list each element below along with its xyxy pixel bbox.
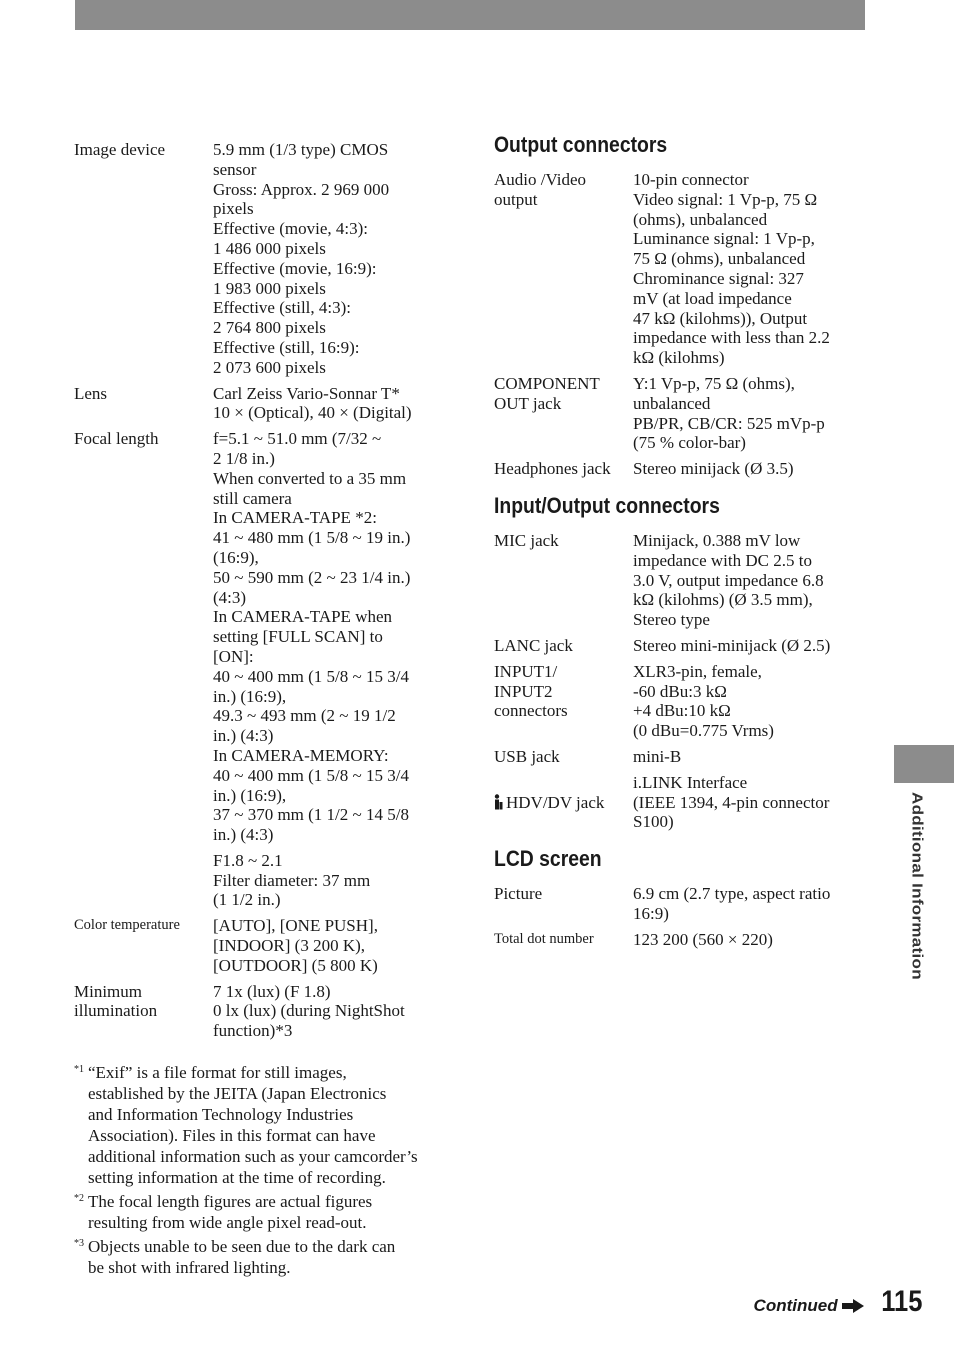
section-heading: Input/Output connectors: [494, 492, 720, 518]
page-footer: [753, 1285, 922, 1318]
spec-value: 123 200 (560 × 220): [633, 929, 773, 949]
spec-value: Stereo mini-minijack (Ø 2.5): [633, 635, 831, 655]
spec-value: Stereo minijack (Ø 3.5): [633, 459, 794, 479]
spec-label: MIC jack: [494, 530, 559, 550]
spec-label: Lens: [74, 383, 108, 403]
spec-value: 7 1x (lux) (F 1.8) 0 lx (lux) (during NightShot function)*3: [213, 981, 405, 1041]
footnote-mark: *1: [74, 1064, 84, 1075]
spec-value: XLR3-pin, female, -60 dBu:3 kΩ +4 dBu:10 kΩ (0 dBu=0.775 Vrms): [633, 661, 774, 741]
footnotes: [74, 1062, 449, 1281]
spec-picture: [494, 884, 854, 924]
spec-label: Color temperature: [74, 917, 180, 934]
continued-label: Continued: [753, 1296, 838, 1315]
spec-headphones-jack: [494, 459, 854, 479]
ilink-icon: [494, 794, 504, 810]
spec-label: Image device: [74, 140, 166, 159]
footnote-mark: *3: [74, 1238, 84, 1249]
footnote-text: “Exif” is a file format for still images, established by the JEITA (Japan Electronics and Information Technology Industries Association). Files in this format can have additional information such as your camcorder’s setting information at the time of recording.: [88, 1063, 418, 1187]
spec-usb-jack: [494, 747, 854, 767]
spec-value: f=5.1 ~ 51.0 mm (7/32 ~ 2 1/8 in.) When converted to a 35 mm still camera In CAMERA-TAPE *2: 41 ~ 480 mm (1 5/8 ~ 19 in.) (16:9), 50 ~ 590 mm (2 ~ 23 1/4 in.) (4:3) In CAMERA-TAPE when setting [FULL SCAN] to [ON]: 40 ~ 400 mm (1 5/8 ~ 15 3/4 in.) (16:9), 49.3 ~ 493 mm (2 ~ 19 1/2 in.) (4:3) In CAMERA-MEMORY: 40 ~ 400 mm (1 5/8 ~ 15 3/4 in.) (16:9), 37 ~ 370 mm (1 1/2 ~ 14 5/8 in.) (4:3): [213, 429, 411, 845]
footnote: [74, 1236, 449, 1278]
spec-value: [AUTO], [ONE PUSH], [INDOOR] (3 200 K), [OUTDOOR] (5 800 K): [213, 916, 378, 975]
spec-value: 10-pin connector Video signal: 1 Vp-p, 75 Ω (ohms), unbalanced Luminance signal: 1 Vp-p, 75 Ω (ohms), unbalanced Chrominance signal: 327 mV (at load impedance 47 kΩ (kilohms)), Output impedance with less than 2.2 kΩ (kilohms): [633, 170, 830, 368]
page-number: 115: [880, 1285, 922, 1318]
spec-minimum-illumination: [74, 982, 449, 1041]
spec-aperture: [74, 851, 449, 910]
spec-value: Y:1 Vp-p, 75 Ω (ohms), unbalanced PB/PR, CB/CR: 525 mVp-p (75 % color-bar): [633, 373, 825, 453]
header-bar: [75, 0, 865, 30]
section-heading: LCD screen: [494, 846, 602, 872]
io-connectors-section: [494, 493, 854, 832]
spec-value: i.LINK Interface (IEEE 1394, 4-pin connector S100): [633, 772, 830, 832]
section-tab: [894, 745, 954, 783]
left-spec-column: [74, 140, 449, 1047]
spec-value: Minijack, 0.388 mV low impedance with DC 2.5 to 3.0 V, output impedance 6.8 kΩ (kilohms) (Ø 3.5 mm), Stereo type: [633, 530, 824, 630]
spec-input-connectors: [494, 662, 854, 741]
spec-image-device: [74, 140, 449, 378]
footnote-text: The focal length figures are actual figures resulting from wide angle pixel read-out.: [88, 1192, 373, 1232]
spec-value: Carl Zeiss Vario-Sonnar T* 10 × (Optical), 40 × (Digital): [213, 383, 412, 423]
section-tab-label: Additional Information: [908, 792, 925, 980]
spec-mic-jack: [494, 531, 854, 630]
continued-indicator: [754, 1296, 864, 1316]
footnote: [74, 1062, 449, 1188]
spec-value: F1.8 ~ 2.1 Filter diameter: 37 mm (1 1/2 in.): [213, 850, 371, 910]
output-connectors-section: [494, 132, 854, 479]
spec-label: COMPONENT OUT jack: [494, 373, 600, 413]
section-heading: Output connectors: [494, 132, 668, 157]
spec-label: Focal length: [74, 429, 159, 449]
spec-value: mini-B: [633, 746, 682, 766]
spec-label: HDV/DV jack: [506, 792, 605, 812]
footnote-mark: *2: [74, 1193, 84, 1204]
spec-label-with-icon: [494, 773, 633, 832]
arrow-right-icon: [842, 1299, 864, 1313]
spec-value: 5.9 mm (1/3 type) CMOS sensor Gross: Approx. 2 969 000 pixels Effective (movie, 4:3): 1 486 000 pixels Effective (movie, 16:9): 1 983 000 pixels Effective (still, 4:3): 2 764 800 pixels Effective (still, 16:9): 2 073 600 pixels: [213, 140, 390, 377]
spec-label: Audio /Video output: [494, 170, 586, 209]
spec-value: 6.9 cm (2.7 type, aspect ratio 16:9): [633, 884, 831, 923]
spec-label: USB jack: [494, 746, 560, 766]
spec-focal-length: [74, 429, 449, 845]
footnote-text: Objects unable to be seen due to the dark can be shot with infrared lighting.: [88, 1237, 396, 1277]
spec-label: LANC jack: [494, 635, 573, 655]
spec-label: Total dot number: [494, 930, 594, 947]
spec-color-temperature: [74, 916, 449, 975]
spec-label: [74, 851, 213, 910]
spec-hdv-dv-jack: [494, 773, 854, 832]
spec-component-out-jack: [494, 374, 854, 453]
spec-total-dot-number: [494, 930, 854, 950]
spec-lens: [74, 384, 449, 424]
spec-label: Headphones jack: [494, 459, 611, 479]
footnote: [74, 1191, 449, 1233]
right-spec-column: [494, 132, 854, 964]
spec-label: Minimum illumination: [74, 981, 158, 1021]
spec-audio-video-output: [494, 170, 854, 368]
lcd-screen-section: [494, 846, 854, 949]
spec-lanc-jack: [494, 636, 854, 656]
spec-label: INPUT1/ INPUT2 connectors: [494, 661, 568, 721]
spec-label: Picture: [494, 884, 543, 904]
